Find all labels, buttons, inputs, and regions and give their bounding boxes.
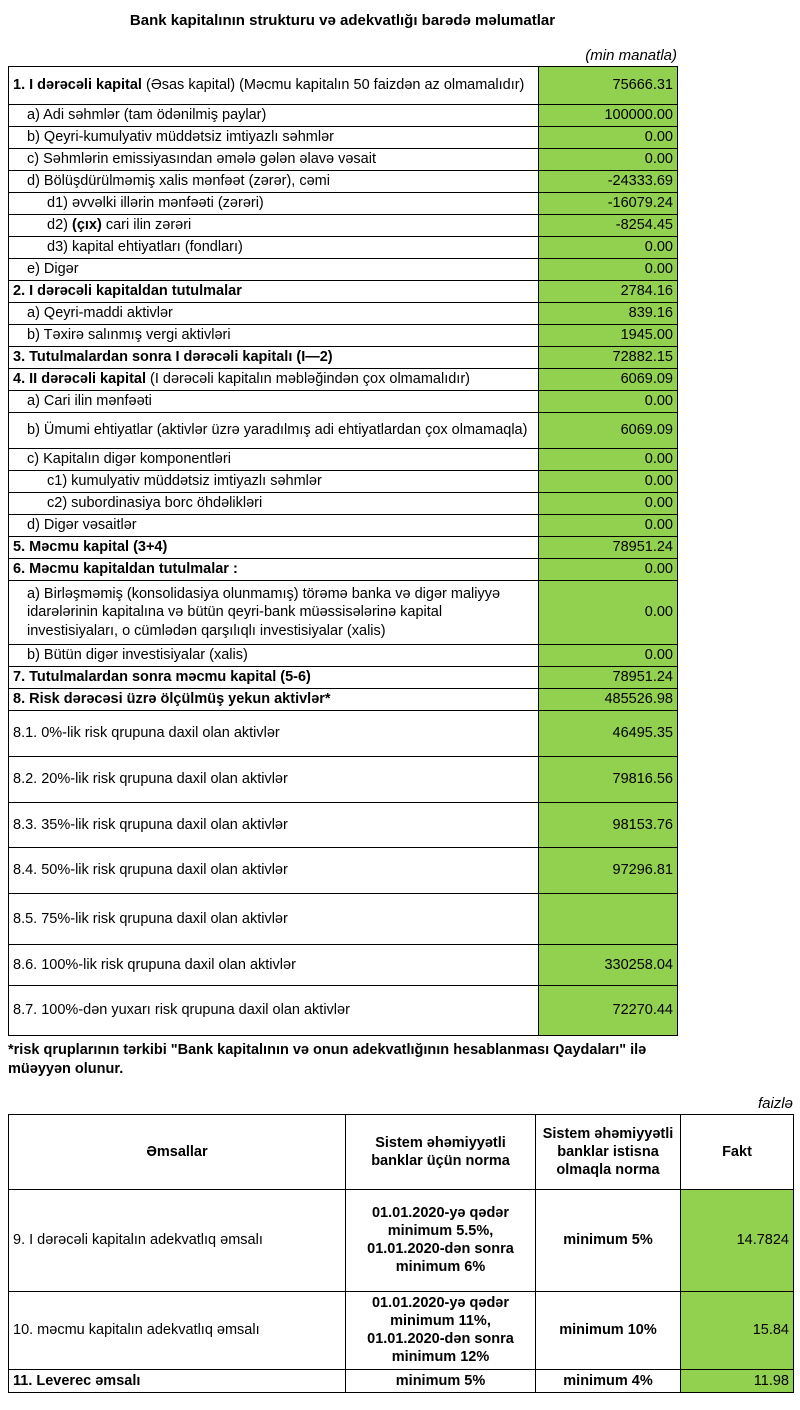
row-value: 0.00 bbox=[539, 127, 678, 149]
row-value: 485526.98 bbox=[539, 689, 678, 711]
row-value: 2784.16 bbox=[539, 281, 678, 303]
table-row bbox=[9, 369, 678, 391]
row-value: 0.00 bbox=[539, 149, 678, 171]
row-value: 98153.76 bbox=[539, 803, 678, 848]
table-row bbox=[9, 413, 678, 449]
norm-other-cell: minimum 10% bbox=[536, 1291, 681, 1369]
report-page bbox=[0, 12, 800, 1393]
row-value: 1945.00 bbox=[539, 325, 678, 347]
row-value: 0.00 bbox=[539, 581, 678, 645]
column-header: Əmsallar bbox=[9, 1114, 346, 1189]
row-label: b) Təxirə salınmış vergi aktivləri bbox=[9, 325, 539, 347]
row-label: 8.4. 50%-lik risk qrupuna daxil olan aktivlər bbox=[9, 848, 539, 894]
table-row bbox=[9, 986, 678, 1036]
row-value: 72882.15 bbox=[539, 347, 678, 369]
norm-systemic-cell: 01.01.2020-yə qədər minimum 11%, 01.01.2020-dən sonra minimum 12% bbox=[346, 1291, 536, 1369]
ratio-row bbox=[9, 1291, 794, 1369]
row-label: 8.5. 75%-lik risk qrupuna daxil olan aktivlər bbox=[9, 894, 539, 945]
ratio-header-row bbox=[9, 1114, 794, 1189]
row-label: d) Bölüşdürülməmiş xalis mənfəət (zərər), cəmi bbox=[9, 171, 539, 193]
row-label: 8.7. 100%-dən yuxarı risk qrupuna daxil olan aktivlər bbox=[9, 986, 539, 1036]
row-value: 46495.35 bbox=[539, 711, 678, 757]
table-row bbox=[9, 945, 678, 986]
row-label: 2. I dərəcəli kapitaldan tutulmalar bbox=[9, 281, 539, 303]
table-row bbox=[9, 303, 678, 325]
ratio-label: 9. I dərəcəli kapitalın adekvatlıq əmsalı bbox=[9, 1189, 346, 1291]
row-label: d2) (çıx) cari ilin zərəri bbox=[9, 215, 539, 237]
row-value: 97296.81 bbox=[539, 848, 678, 894]
row-value: 79816.56 bbox=[539, 757, 678, 803]
table-row bbox=[9, 281, 678, 303]
row-label: c2) subordinasiya borc öhdəlikləri bbox=[9, 493, 539, 515]
row-value: 0.00 bbox=[539, 259, 678, 281]
row-value: -16079.24 bbox=[539, 193, 678, 215]
ratio-label: 11. Leverec əmsalı bbox=[9, 1369, 346, 1392]
row-label: 5. Məcmu kapital (3+4) bbox=[9, 537, 539, 559]
fact-value: 15.84 bbox=[681, 1291, 794, 1369]
table-row bbox=[9, 581, 678, 645]
norm-other-cell: minimum 5% bbox=[536, 1189, 681, 1291]
row-value bbox=[539, 894, 678, 945]
row-value: 0.00 bbox=[539, 559, 678, 581]
norm-systemic-cell: minimum 5% bbox=[346, 1369, 536, 1392]
column-header: Sistem əhəmiyyətli banklar istisna olmaqla norma bbox=[536, 1114, 681, 1189]
fact-value: 11.98 bbox=[681, 1369, 794, 1392]
column-header: Sistem əhəmiyyətli banklar üçün norma bbox=[346, 1114, 536, 1189]
norm-systemic-cell: 01.01.2020-yə qədər minimum 5.5%, 01.01.2020-dən sonra minimum 6% bbox=[346, 1189, 536, 1291]
capital-structure-table bbox=[8, 66, 678, 1036]
table-row bbox=[9, 711, 678, 757]
table-row bbox=[9, 391, 678, 413]
row-value: 78951.24 bbox=[539, 537, 678, 559]
row-label: 4. II dərəcəli kapital (I dərəcəli kapitalın məbləğindən çox olmamalıdır) bbox=[9, 369, 539, 391]
row-value: 0.00 bbox=[539, 237, 678, 259]
table-row bbox=[9, 449, 678, 471]
row-value: 6069.09 bbox=[539, 369, 678, 391]
row-value: 0.00 bbox=[539, 515, 678, 537]
row-value: 330258.04 bbox=[539, 945, 678, 986]
table-row bbox=[9, 237, 678, 259]
table-row bbox=[9, 667, 678, 689]
row-label: 8.2. 20%-lik risk qrupuna daxil olan aktivlər bbox=[9, 757, 539, 803]
row-value: 75666.31 bbox=[539, 67, 678, 105]
row-label: c) Kapitalın digər komponentləri bbox=[9, 449, 539, 471]
footnote: *risk qruplarının tərkibi "Bank kapitalının və onun adekvatlığının hesablanması Qaydaları" ilə müəyyən olunur. bbox=[8, 1042, 647, 1077]
table-row bbox=[9, 193, 678, 215]
row-label: a) Birləşməmiş (konsolidasiya olunmamış) törəmə banka və digər maliyyə idarələrinin kapitalına və bütün qeyri-bank müəssisələrinə kapital investisiyaları, o cümlədən qarşılıqlı investisiyalar (xalis) bbox=[9, 581, 539, 645]
table-row bbox=[9, 105, 678, 127]
adequacy-ratios-table bbox=[8, 1114, 794, 1393]
row-label: 8.1. 0%-lik risk qrupuna daxil olan aktivlər bbox=[9, 711, 539, 757]
table-row bbox=[9, 259, 678, 281]
row-value: 78951.24 bbox=[539, 667, 678, 689]
page-title: Bank kapitalının strukturu və adekvatlığı barədə məlumatlar bbox=[129, 12, 556, 29]
table-row bbox=[9, 848, 678, 894]
row-label: b) Qeyri-kumulyativ müddətsiz imtiyazlı səhmlər bbox=[9, 127, 539, 149]
row-label: a) Qeyri-maddi aktivlər bbox=[9, 303, 539, 325]
row-label: c) Səhmlərin emissiyasından əmələ gələn əlavə vəsait bbox=[9, 149, 539, 171]
row-label: d) Digər vəsaitlər bbox=[9, 515, 539, 537]
table-row bbox=[9, 347, 678, 369]
norm-other-cell: minimum 4% bbox=[536, 1369, 681, 1392]
table-row bbox=[9, 493, 678, 515]
table-row bbox=[9, 515, 678, 537]
table-row bbox=[9, 215, 678, 237]
row-value: 100000.00 bbox=[539, 105, 678, 127]
row-value: 0.00 bbox=[539, 449, 678, 471]
unit-note: (min manatla) bbox=[585, 47, 677, 64]
row-value: 0.00 bbox=[539, 391, 678, 413]
row-label: 8.3. 35%-lik risk qrupuna daxil olan aktivlər bbox=[9, 803, 539, 848]
table-row bbox=[9, 894, 678, 945]
row-value: 72270.44 bbox=[539, 986, 678, 1036]
row-label: 1. I dərəcəli kapital (Əsas kapital) (Məcmu kapitalın 50 faizdən az olmamalıdır) bbox=[9, 67, 539, 105]
row-label: a) Adi səhmlər (tam ödənilmiş paylar) bbox=[9, 105, 539, 127]
row-value: 6069.09 bbox=[539, 413, 678, 449]
table-row bbox=[9, 127, 678, 149]
table-row bbox=[9, 149, 678, 171]
column-header: Fakt bbox=[681, 1114, 794, 1189]
percent-note: faizlə bbox=[757, 1094, 793, 1112]
row-label: a) Cari ilin mənfəəti bbox=[9, 391, 539, 413]
row-label: 8.6. 100%-lik risk qrupuna daxil olan aktivlər bbox=[9, 945, 539, 986]
table-row bbox=[9, 171, 678, 193]
row-label: 6. Məcmu kapitaldan tutulmalar : bbox=[9, 559, 539, 581]
table-row bbox=[9, 471, 678, 493]
table-row bbox=[9, 757, 678, 803]
table-row bbox=[9, 67, 678, 105]
row-value: 0.00 bbox=[539, 471, 678, 493]
row-label: b) Ümumi ehtiyatlar (aktivlər üzrə yaradılmış adi ehtiyatlardan çox olmamaqla) bbox=[9, 413, 539, 449]
row-label: d3) kapital ehtiyatları (fondları) bbox=[9, 237, 539, 259]
table-row bbox=[9, 537, 678, 559]
row-label: 7. Tutulmalardan sonra məcmu kapital (5-6) bbox=[9, 667, 539, 689]
row-value: 839.16 bbox=[539, 303, 678, 325]
table-row bbox=[9, 645, 678, 667]
row-value: -8254.45 bbox=[539, 215, 678, 237]
row-label: 3. Tutulmalardan sonra I dərəcəli kapitalı (I—2) bbox=[9, 347, 539, 369]
row-label: d1) əvvəlki illərin mənfəəti (zərəri) bbox=[9, 193, 539, 215]
ratio-row bbox=[9, 1369, 794, 1392]
table-row bbox=[9, 325, 678, 347]
row-label: 8. Risk dərəcəsi üzrə ölçülmüş yekun aktivlər* bbox=[9, 689, 539, 711]
row-label: b) Bütün digər investisiyalar (xalis) bbox=[9, 645, 539, 667]
table-row bbox=[9, 559, 678, 581]
row-value: 0.00 bbox=[539, 645, 678, 667]
row-label: e) Digər bbox=[9, 259, 539, 281]
row-value: -24333.69 bbox=[539, 171, 678, 193]
ratio-label: 10. məcmu kapitalın adekvatlıq əmsalı bbox=[9, 1291, 346, 1369]
fact-value: 14.7824 bbox=[681, 1189, 794, 1291]
table-row bbox=[9, 803, 678, 848]
ratio-row bbox=[9, 1189, 794, 1291]
row-value: 0.00 bbox=[539, 493, 678, 515]
row-label: c1) kumulyativ müddətsiz imtiyazlı səhmlər bbox=[9, 471, 539, 493]
table-row bbox=[9, 689, 678, 711]
